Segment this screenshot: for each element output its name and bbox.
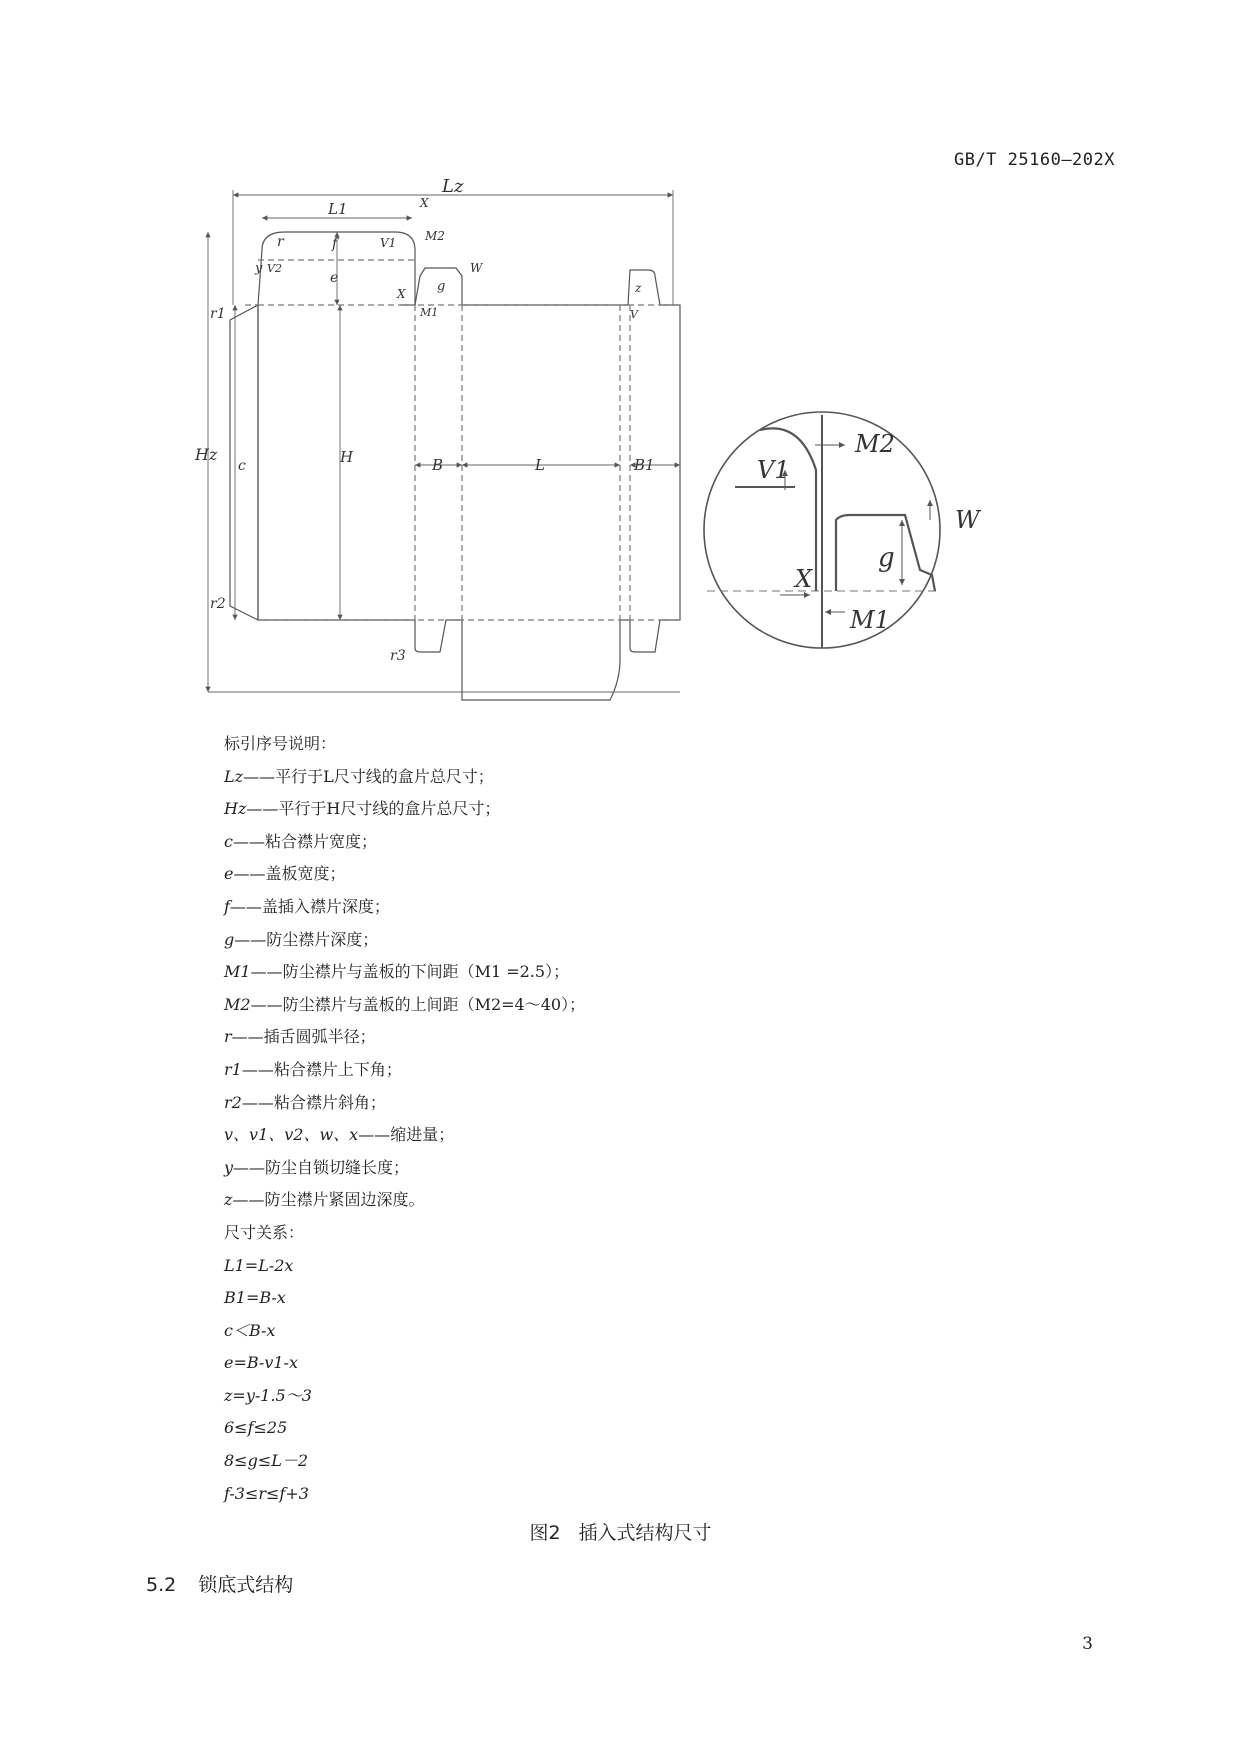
detail-label-X: X	[795, 565, 813, 593]
label-f: f	[332, 236, 338, 252]
detail-label-M1: M1	[850, 606, 890, 634]
label-M1: M1	[420, 306, 439, 319]
standard-number: GB/T 25160—202X	[953, 150, 1115, 170]
relation: e=B-v1-x	[224, 1353, 298, 1373]
label-M2-top: M2	[425, 229, 445, 243]
label-y: y	[255, 261, 263, 276]
label-L: L	[535, 456, 545, 474]
figure-caption	[0, 1518, 1241, 1545]
figure-title: 插入式结构尺寸	[578, 1522, 712, 1544]
label-V1: V1	[380, 236, 397, 250]
label-x-top: X	[420, 196, 429, 210]
relation: 6≤f≤25	[224, 1418, 288, 1438]
label-H: H	[340, 448, 354, 466]
label-V: V	[630, 308, 638, 321]
label-X: X	[397, 287, 406, 301]
label-g: g	[437, 279, 446, 294]
detail-label-M2: M2	[855, 430, 895, 458]
legend	[224, 728, 585, 1510]
relation: f-3≤r≤f+3	[224, 1483, 309, 1503]
legend-item: g——防尘襟片深度；	[224, 929, 379, 949]
legend-item: r2——粘合襟片斜角；	[224, 1092, 386, 1112]
label-L1: L1	[328, 200, 348, 218]
legend-item: y——防尘自锁切缝长度；	[224, 1157, 410, 1177]
label-e: e	[330, 270, 339, 286]
legend-item: M1——防尘襟片与盖板的下间距（M1 =2.5）；	[224, 962, 570, 982]
legend-item: z——防尘襟片紧固边深度。	[224, 1190, 425, 1210]
section-heading	[146, 1570, 293, 1597]
detail-label-V1: V1	[757, 456, 790, 484]
label-B: B	[432, 456, 444, 474]
relation: c＜B-x	[224, 1320, 276, 1340]
label-r2: r2	[210, 596, 226, 612]
relation: 8≤g≤L－2	[224, 1451, 309, 1471]
label-c: c	[238, 458, 246, 474]
detail-label-W: W	[955, 506, 980, 534]
label-V2: V2	[267, 262, 282, 275]
relation: z=y-1.5～3	[224, 1385, 312, 1405]
label-r1: r1	[210, 306, 226, 322]
label-Lz: Lz	[442, 176, 464, 197]
relation: B1=B-x	[224, 1288, 286, 1308]
label-W: W	[470, 261, 483, 275]
legend-item: e——盖板宽度；	[224, 864, 346, 884]
legend-item: Lz——平行于L尺寸线的盒片总尺寸；	[224, 766, 494, 786]
detail-view	[704, 412, 940, 648]
relations-title: 尺寸关系：	[224, 1222, 305, 1242]
relation: L1=L-2x	[224, 1255, 294, 1275]
legend-item: r1——粘合襟片上下角；	[224, 1059, 402, 1079]
label-B1: B1	[634, 456, 655, 474]
legend-intro: 标引序号说明：	[224, 734, 337, 753]
label-r: r	[277, 234, 284, 250]
legend-item: f——盖插入襟片深度；	[224, 896, 390, 916]
section-title: 锁底式结构	[198, 1574, 294, 1596]
section-number: 5.2	[146, 1574, 177, 1596]
legend-item: Hz——平行于H尺寸线的盒片总尺寸；	[224, 799, 501, 819]
page-number: 3	[1082, 1634, 1093, 1654]
box-blank-diagram	[0, 0, 1241, 720]
label-r3: r3	[390, 648, 406, 664]
legend-item: v、v1、v2、w、x——缩进量；	[224, 1125, 455, 1145]
legend-item: r——插舌圆弧半径；	[224, 1027, 376, 1047]
label-Hz: Hz	[195, 445, 218, 464]
detail-label-g: g	[878, 543, 895, 573]
figure-number: 图2	[529, 1522, 561, 1544]
label-z: z	[635, 281, 642, 295]
legend-item: c——粘合襟片宽度；	[224, 831, 377, 851]
legend-item: M2——防尘襟片与盖板的上间距（M2=4～40）；	[224, 994, 586, 1014]
